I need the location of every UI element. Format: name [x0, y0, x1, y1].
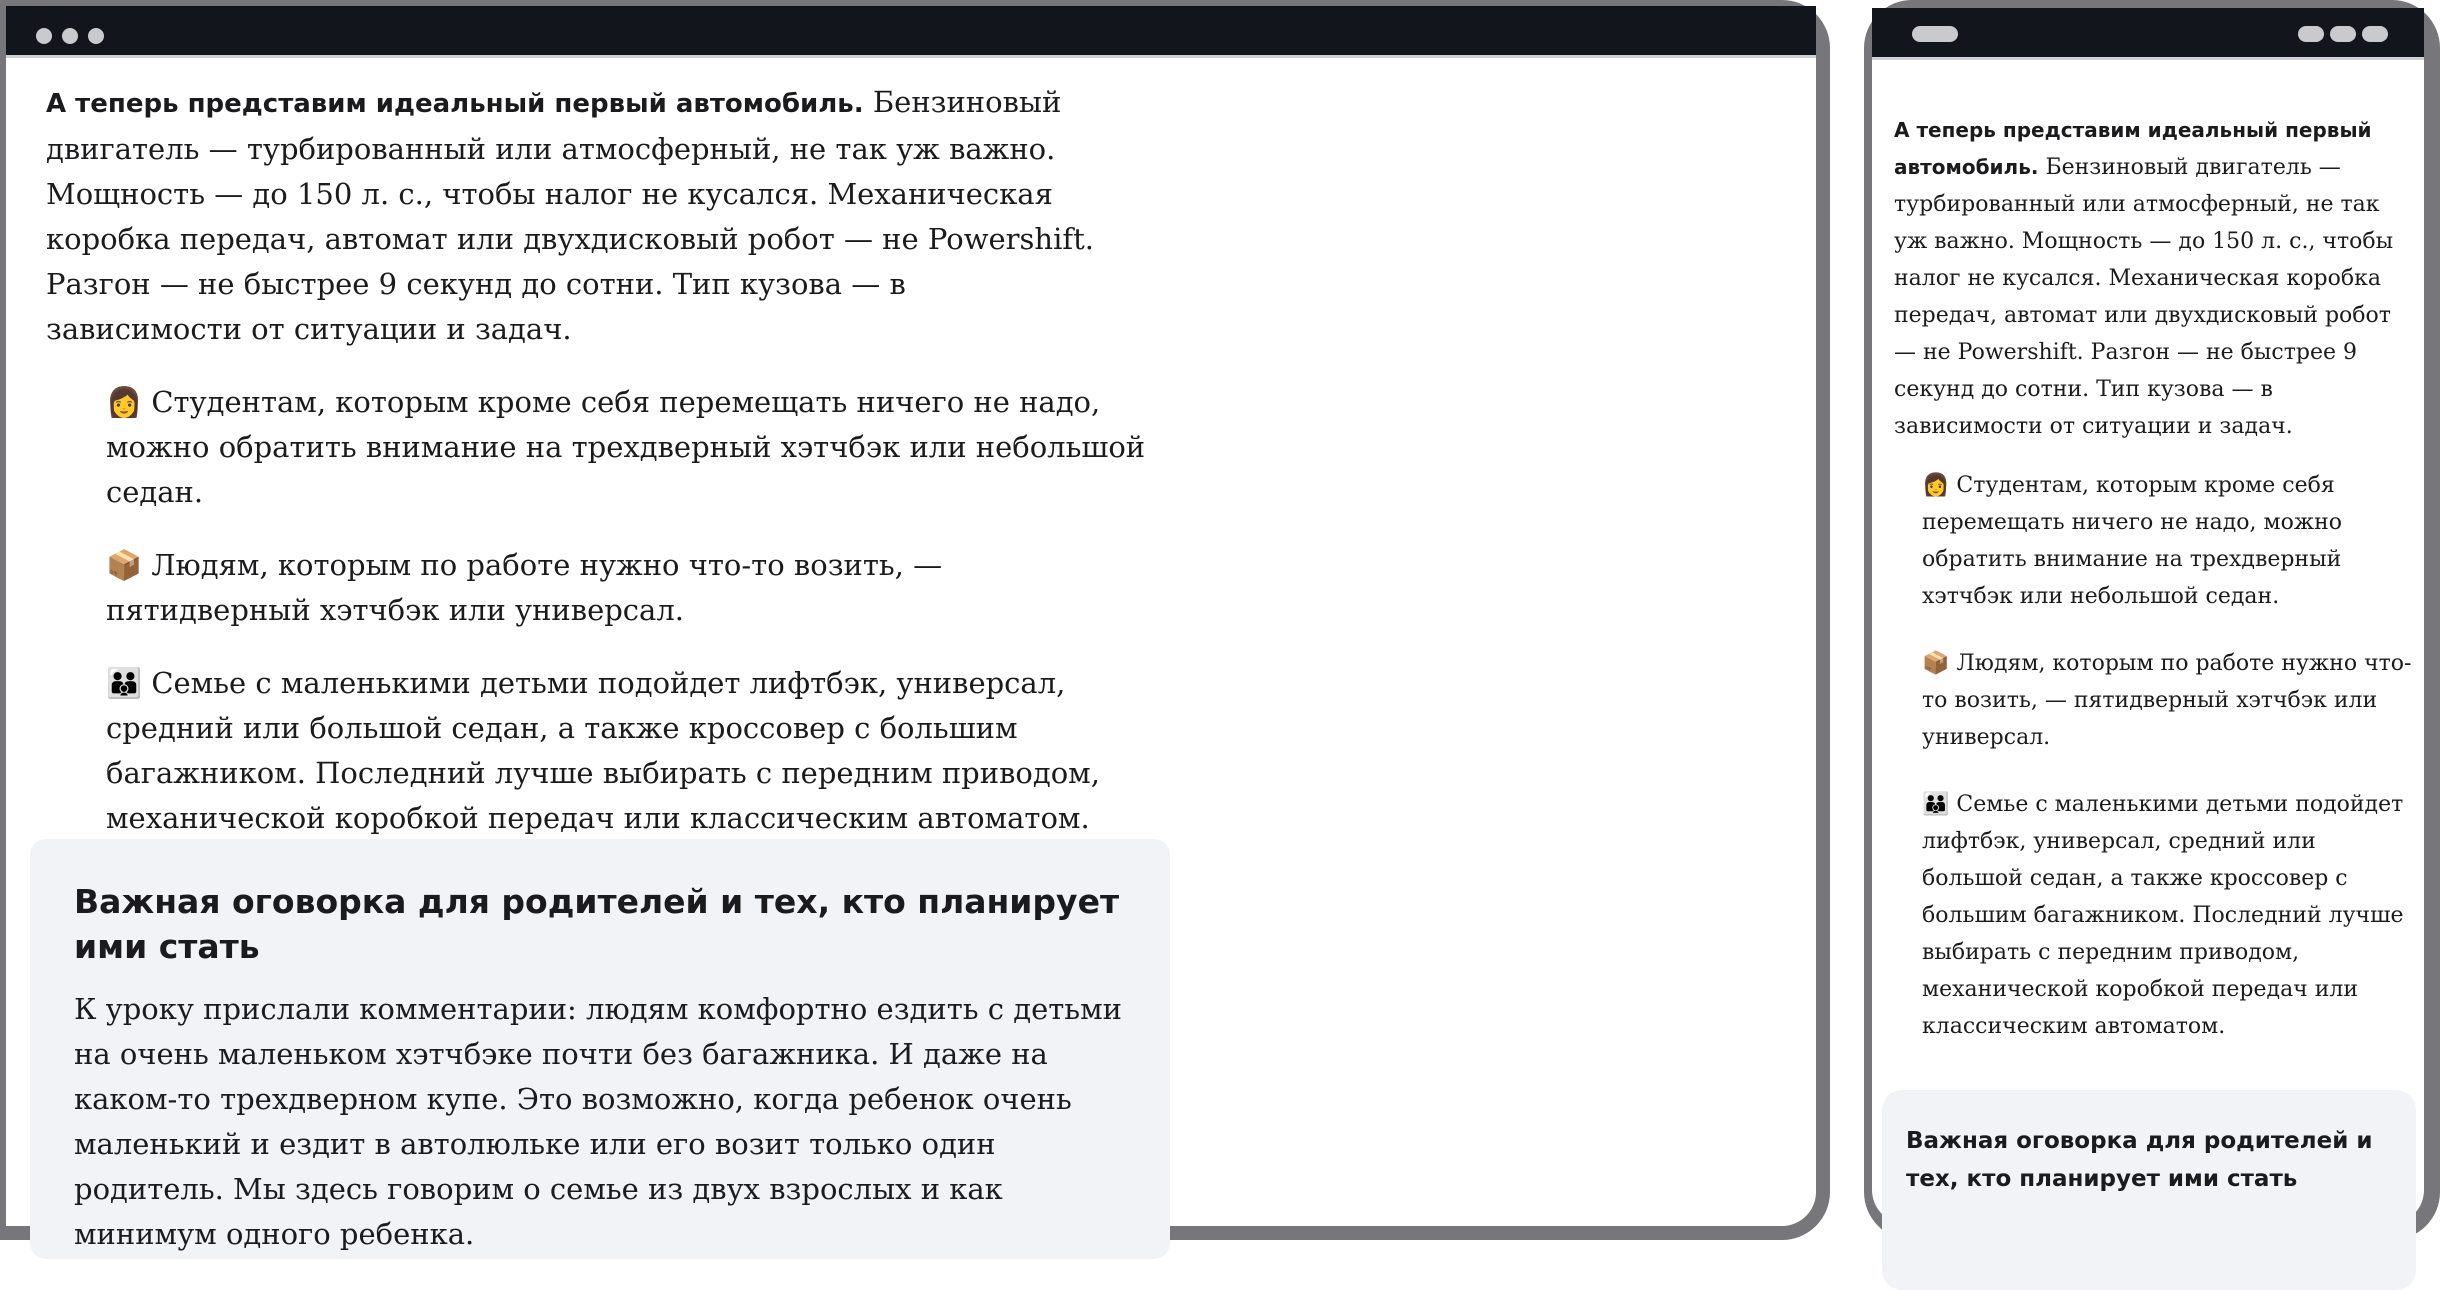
note-title: Важная оговорка для родителей и тех, кто планирует ими стать: [74, 882, 1120, 966]
desktop-title-bar: [6, 6, 1816, 58]
mobile-viewport[interactable]: [1872, 8, 2424, 1224]
status-wifi-pill: [2330, 26, 2356, 42]
list-item-students: [106, 380, 1146, 515]
note-title: Важная оговорка для родителей и тех, кто планирует ими стать: [1906, 1128, 2373, 1192]
status-battery-pill: [2362, 26, 2388, 42]
status-time-pill: [1912, 26, 1958, 42]
list-item-students: [1922, 467, 2412, 615]
lead-text: Бензиновый двигатель — турбированный или атмосферный, не так уж важно. Мощность — до 150 л. с., чтобы налог не кусался. Механическая коробка передач, автомат или двухдисковый робот — не Powershift. Разгон — не быстрее 9 секунд до сотни. Тип кузова — в зависимости от ситуации и задач.: [1894, 155, 2394, 439]
family-emoji-icon: 👪: [1922, 792, 1950, 817]
package-emoji-icon: 📦: [1922, 651, 1950, 676]
list-item-text: Семье с маленькими детьми подойдет лифтбэк, универсал, средний или большой седан, а также кроссовер с большим багажником. Последний лучше выбирать с передним приводом, механической коробкой передач или классическим автоматом.: [1922, 792, 2404, 1039]
mobile-article: [1894, 112, 2414, 1075]
list-item-family: [1922, 786, 2412, 1045]
woman-emoji-icon: 👩: [106, 385, 143, 419]
list-item-text: Людям, которым по работе нужно что-то возить, — пятидверный хэтчбэк или универсал.: [106, 548, 943, 627]
status-signal-pill: [2298, 26, 2324, 42]
note-text: К уроку прислали комментарии: людям комфортно ездить с детьми на очень маленьком хэтчбэке почти без багажника. И даже на каком-то трехдверном купе. Это возможно, когда ребенок очень маленький и ездит в автолюльке или его возит только один родитель. Мы здесь говорим о семье из двух взрослых и как минимум одного ребенка.: [74, 992, 1122, 1251]
mobile-device-frame: [1864, 0, 2440, 1240]
desktop-viewport[interactable]: [6, 6, 1816, 1251]
woman-emoji-icon: 👩: [1922, 473, 1950, 498]
lead-bold-text: А теперь представим идеальный первый автомобиль.: [1894, 118, 2372, 179]
list-item-workers: [1922, 645, 2412, 756]
lead-bold-text: А теперь представим идеальный первый автомобиль.: [46, 89, 864, 119]
list-item-workers: [106, 543, 1146, 633]
lead-paragraph: [1894, 112, 2404, 445]
window-close-dot[interactable]: [36, 28, 52, 44]
window-minimize-dot[interactable]: [62, 28, 78, 44]
desktop-article: [46, 80, 1146, 869]
family-emoji-icon: 👪: [106, 666, 143, 700]
lead-text: Бензиновый двигатель — турбированный или атмосферный, не так уж важно. Мощность — до 150 л. с., чтобы налог не кусался. Механическая коробка передач, автомат или двухдисковый робот — не Powershift. Разгон — не быстрее 9 секунд до сотни. Тип кузова — в зависимости от ситуации и задач.: [46, 85, 1094, 346]
package-emoji-icon: 📦: [106, 548, 143, 582]
lead-paragraph: [46, 80, 1106, 352]
important-note-box: [1882, 1090, 2416, 1290]
mobile-status-bar: [1872, 8, 2424, 60]
list-item-text: Студентам, которым кроме себя перемещать ничего не надо, можно обратить внимание на трехдверный хэтчбэк или небольшой седан.: [106, 385, 1146, 509]
list-item-text: Людям, которым по работе нужно что-то возить, — пятидверный хэтчбэк или универсал.: [1922, 651, 2412, 750]
window-maximize-dot[interactable]: [88, 28, 104, 44]
list-item-text: Студентам, которым кроме себя перемещать ничего не надо, можно обратить внимание на трехдверный хэтчбэк или небольшой седан.: [1922, 473, 2343, 609]
list-item-family: [106, 661, 1146, 841]
important-note-box: [30, 839, 1170, 1259]
list-item-text: Семье с маленькими детьми подойдет лифтбэк, универсал, средний или большой седан, а также кроссовер с большим багажником. Последний лучше выбирать с передним приводом, механической коробкой передач или классическим автоматом.: [106, 666, 1100, 835]
